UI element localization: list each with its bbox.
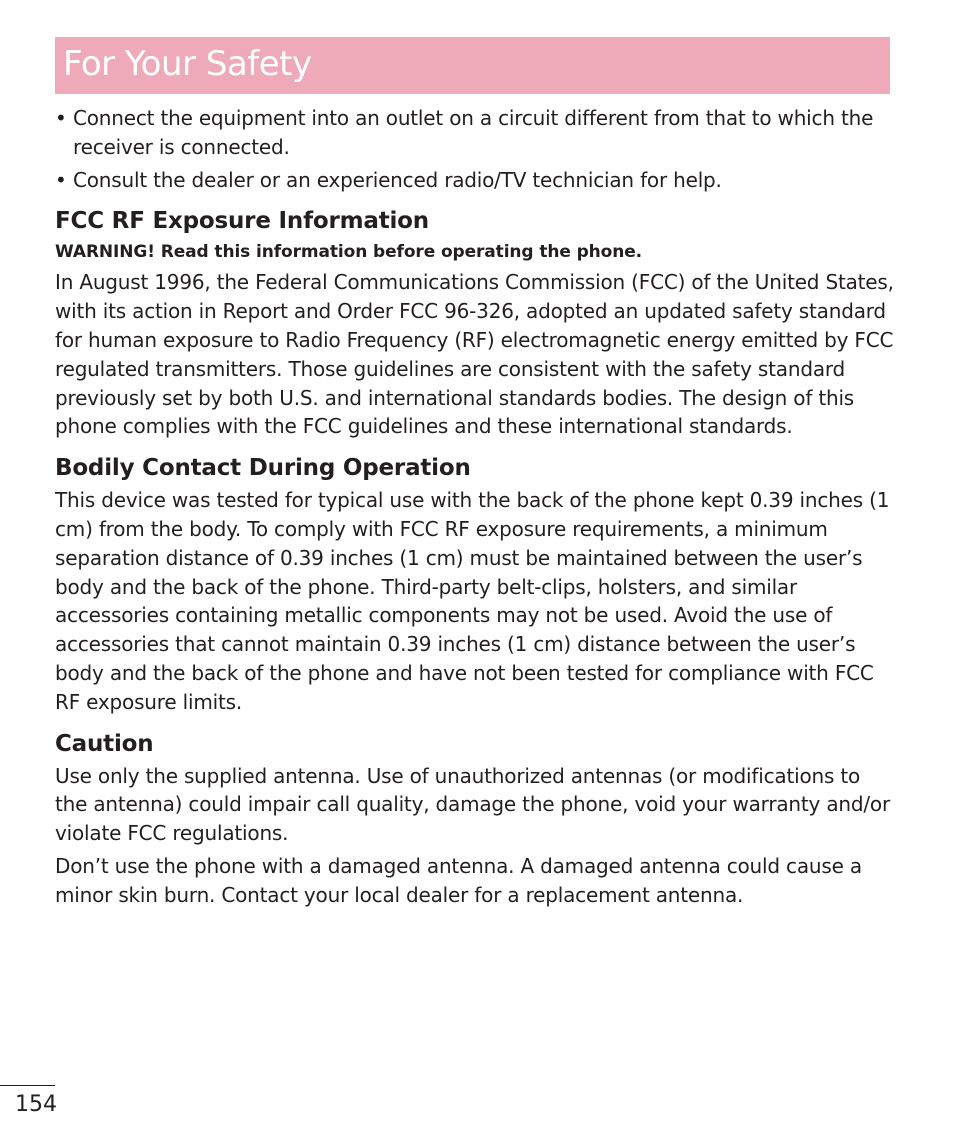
bullet-icon: • bbox=[55, 106, 67, 130]
list-item bbox=[55, 166, 895, 195]
warning-text: WARNING! Read this information before operating the phone. bbox=[55, 242, 643, 263]
caution-paragraph-2: Don’t use the phone with a damaged antenna. A damaged antenna could cause a minor skin burn. Contact your local dealer for a replacement antenna. bbox=[55, 853, 862, 907]
fcc-paragraph: In August 1996, the Federal Communications Commission (FCC) of the United States, with its action in Report and Order FCC 96-326, adopted an updated safety standard for human exposure to Radio Frequency (RF) electromagnetic energy emitted by FCC regulated transmitters. Those guidelines are consistent with the safety standard previously set by both U.S. and international standards bodies. The design of this phone complies with the FCC guidelines and these international standards. bbox=[55, 270, 894, 439]
section-header-band bbox=[55, 37, 890, 94]
caution-heading: Caution bbox=[55, 730, 154, 757]
bodily-contact-paragraph: This device was tested for typical use with the back of the phone kept 0.39 inches (1 cm) from the body. To comply with FCC RF exposure requirements, a minimum separation distance of 0.39 inches (1 cm) must be maintained between the user’s body and the back of the phone. Third-party belt-clips, holsters, and similar accessories containing metallic components may not be used. Avoid the use of accessories that cannot maintain 0.39 inches (1 cm) distance between the user’s body and the back of the phone and have not been tested for compliance with FCC RF exposure limits. bbox=[55, 488, 890, 714]
caution-paragraph-1: Use only the supplied antenna. Use of unauthorized antennas (or modifications to the antenna) could impair call quality, damage the phone, void your warranty and/or violate FCC regulations. bbox=[55, 763, 890, 846]
bullet-text: Connect the equipment into an outlet on a circuit different from that to which the receiver is connected. bbox=[73, 106, 874, 159]
bodily-contact-heading: Bodily Contact During Operation bbox=[55, 455, 471, 482]
list-item bbox=[55, 104, 895, 162]
page-number-divider bbox=[0, 1085, 55, 1086]
page-title: For Your Safety bbox=[63, 44, 312, 84]
bullet-text: Consult the dealer or an experienced radio/TV technician for help. bbox=[73, 167, 722, 192]
intro-bullet-list bbox=[55, 104, 895, 194]
page-content bbox=[55, 104, 895, 914]
fcc-section-heading: FCC RF Exposure Information bbox=[55, 208, 429, 235]
bullet-icon: • bbox=[55, 167, 67, 192]
page-number: 154 bbox=[15, 1092, 57, 1117]
